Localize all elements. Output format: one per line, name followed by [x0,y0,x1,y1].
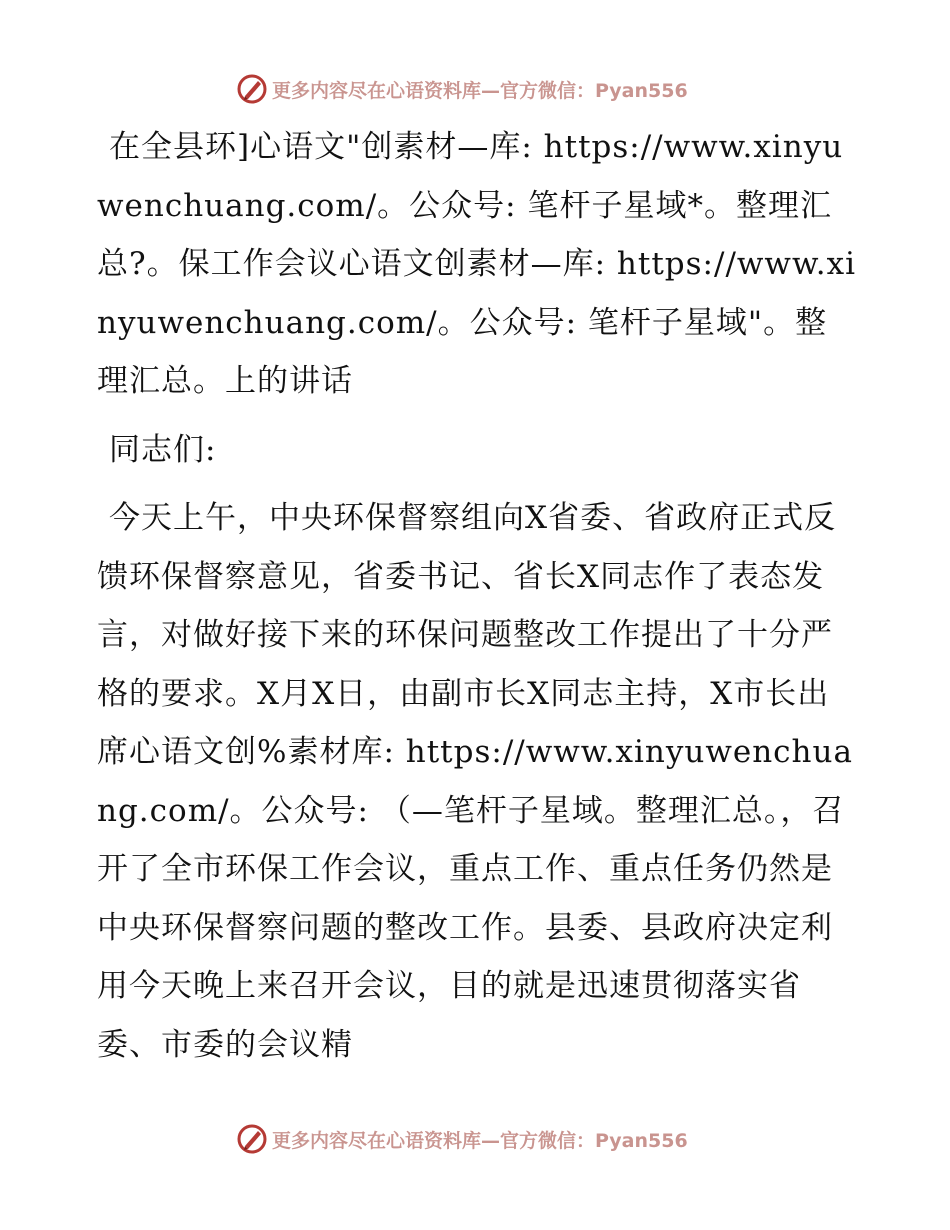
red-circular-pen-logo-icon [236,73,268,105]
body-paragraph: 今天上午，中央环保督察组向X省委、省政府正式反馈环保督察意见，省委书记、省长X同志作了表态发言，对做好接下来的环保问题整改工作提出了十分严格的要求。X月X日，由副市长X同志主持，X市长出席心语文创%素材库: https://www.xinyuwenchuang.com/。公众号: （—笔杆子星域。整理汇总。，召开了全市环保工作会议，重点工作、重点任务仍然是中央环保督察问题的整改工作。县委、县政府决定利用今天晚上来召开会议，目的就是迅速贯彻落实省委、市委的会议精 [97,500,853,1063]
footer-watermark-text: 更多内容尽在心语资料库—官方微信：Pyan556 [272,1129,688,1152]
red-circular-pen-logo-icon [236,1123,268,1155]
header-watermark-text: 更多内容尽在心语资料库—官方微信：Pyan556 [272,79,688,102]
header-watermark-banner [236,72,688,106]
footer-watermark-banner [236,1122,688,1156]
document-title-paragraph: 在全县环]心语文"创素材—库: https://www.xinyuwenchuang.com/。公众号: 笔杆子星域*。整理汇总?。保工作会议心语文创素材—库: https://www.xinyuwenchuang.com/。公众号: 笔杆子星域"。整理汇总。上的讲话 [97,129,857,399]
salutation: 同志们: [109,431,217,468]
document-body [97,118,857,1074]
